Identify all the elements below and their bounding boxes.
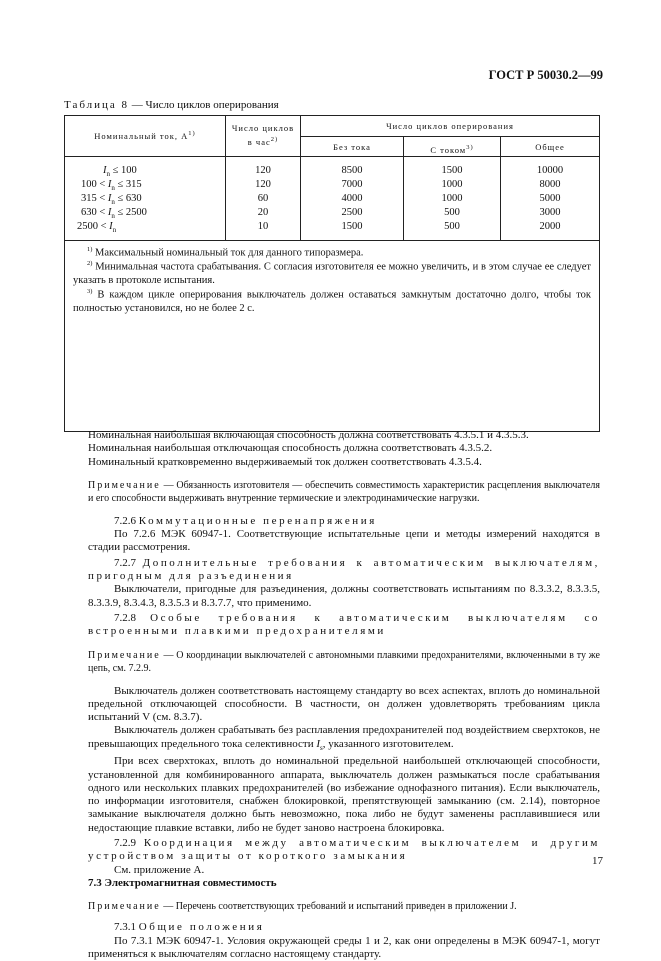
section-title: Дополнительные требования к автоматическим выключателям, пригодным для разъединения	[88, 557, 600, 582]
cell-per-hour: 10	[226, 220, 300, 234]
paragraph-text: Выключатель должен срабатывать без расплавления предохранителей под воздействием сверхтоков, не превышающих предельного тока селективности	[88, 724, 600, 749]
cell-per-hour: 60	[226, 192, 300, 206]
cell-no-current: 8500	[301, 164, 403, 178]
table-footnote-3	[73, 285, 591, 316]
sub-header-no-current: Без тока	[301, 142, 403, 153]
sub-header-total: Общее	[501, 142, 599, 153]
paragraph-text: , указанного изготовителем.	[323, 738, 454, 750]
note-label: Примечание	[88, 480, 161, 491]
current-symbol: I	[108, 193, 112, 204]
current-symbol: I	[103, 165, 107, 176]
note-label: Примечание	[88, 901, 161, 912]
paragraph	[88, 724, 600, 755]
section-number: 7.2.6	[114, 515, 136, 527]
section-title: Координация между автоматическим выключателем и другим устройством защиты от короткого замыкания	[88, 837, 600, 862]
sub-header-with-current-sup: 3)	[466, 144, 473, 151]
cell-with-current: 500	[404, 206, 500, 220]
selectivity-symbol: I	[316, 738, 320, 750]
body-text	[88, 429, 600, 961]
paragraph: Номинальная наибольшая включающая способность должна соответствовать 4.3.5.1 и 4.3.5.3.	[88, 429, 600, 442]
cell-no-current: 4000	[301, 192, 403, 206]
footnote-mark: 1)	[87, 246, 92, 253]
footnote-text: В каждом цикле оперирования выключатель должен оставаться замкнутым достаточно долго, чтобы ток полностью установился, но не более 2 с.	[73, 290, 591, 315]
col-header-rated-current-text: Номинальный ток, А	[94, 131, 188, 141]
table-footnote-2	[73, 257, 591, 288]
no-current-column	[301, 164, 403, 234]
cell-total: 3000	[501, 206, 599, 220]
cell-total: 2000	[501, 220, 599, 234]
current-range: ≤ 100	[110, 165, 137, 176]
section-number: 7.2.9	[114, 837, 136, 849]
table-row-current	[77, 192, 217, 206]
section-number: 7.2.7	[114, 557, 136, 569]
col-header-cycles-per-hour	[226, 123, 300, 148]
col-header-rated-current-sup: 1)	[188, 130, 195, 137]
cell-total: 8000	[501, 178, 599, 192]
selectivity-symbol-sub: s	[320, 744, 323, 752]
footnote-text: Минимальная частота срабатывания. С согласия изготовителя ее можно увеличить, и в этом случае ее следует указать в протоколе испытания.	[73, 262, 591, 287]
col-header-cycles-per-hour-sup: 2)	[271, 136, 278, 143]
current-symbol-sub: n	[107, 170, 111, 178]
cell-no-current: 7000	[301, 178, 403, 192]
note-text: — Обязанность изготовителя — обеспечить совместимость характеристик расцепления выключателя и его способности выдерживать внутренние термические и электродинамические нагрузки.	[88, 480, 600, 504]
note	[88, 479, 600, 505]
cell-with-current: 1500	[404, 164, 500, 178]
paragraph: Выключатели, пригодные для разъединения, должны соответствовать испытаниям по 8.3.3.2, 8.3.3.5, 8.3.3.9, 8.3.4.3, 8.3.5.3 и 8.3.7.7, что применимо.	[88, 583, 600, 610]
table-caption	[64, 99, 279, 111]
section-heading-7-3-1	[88, 921, 600, 934]
table-row-current	[77, 220, 217, 234]
table-row-current	[77, 178, 217, 192]
with-current-column	[404, 164, 500, 234]
col-header-rated-current	[65, 128, 225, 142]
table-caption-prefix: Таблица 8	[64, 99, 129, 111]
note	[88, 649, 600, 675]
note	[88, 900, 600, 913]
paragraph: Номинальный кратковременно выдерживаемый ток должен соответствовать 4.3.5.4.	[88, 456, 600, 469]
total-column	[501, 164, 599, 234]
current-symbol: I	[108, 179, 112, 190]
cell-with-current: 1000	[404, 178, 500, 192]
note-text: — О координации выключателей с автономными плавкими предохранителями, включенными в ту же цепь, см. 7.2.9.	[88, 650, 600, 674]
cell-per-hour: 120	[226, 164, 300, 178]
footnote-mark: 2)	[87, 260, 92, 267]
document-header: ГОСТ Р 50030.2—99	[489, 68, 603, 83]
cycles-table	[64, 115, 600, 432]
current-symbol: I	[108, 207, 112, 218]
cell-total: 10000	[501, 164, 599, 178]
cell-no-current: 2500	[301, 206, 403, 220]
paragraph: Выключатель должен соответствовать настоящему стандарту во всех аспектах, вплоть до номинальной предельной отключающей способности. В частности, он должен удовлетворять требованиям цикла испытаний V (см. 8.3.7).	[88, 685, 600, 725]
paragraph: По 7.3.1 МЭК 60947-1. Условия окружающей среды 1 и 2, как они определены в МЭК 60947-1, могут применяться к выключателям согласно настоящему стандарту.	[88, 935, 600, 961]
section-number: 7.3.1	[114, 921, 136, 933]
section-number: 7.2.8	[114, 612, 136, 624]
current-symbol-sub: n	[111, 212, 115, 220]
cell-with-current: 1000	[404, 192, 500, 206]
cell-no-current: 1500	[301, 220, 403, 234]
section-title: Общие положения	[139, 921, 265, 933]
cell-per-hour: 20	[226, 206, 300, 220]
section-title: Особые требования к автоматическим выключателям со встроенными плавкими предохранителями	[88, 612, 600, 637]
section-title: Коммутационные перенапряжения	[139, 515, 377, 527]
paragraph: При всех сверхтоках, вплоть до номинальной предельной наибольшей отключающей способности, установленной для комбинированного аппарата, выключатель должен размыкаться после срабатывания одного или нескольких плавких предохранителей (во избежание однофазного питания). Если выключатель, по информации изготовителя, снабжен блокировкой, препятствующей замыканию (см. 2.14), повторное замыкание выключателя должно быть невозможно, пока либо не будут заменены расплавившиеся или недостающие плавкие вставки, либо не будет заново настроена блокировка.	[88, 755, 600, 835]
paragraph: Номинальная наибольшая отключающая способность должна соответствовать 4.3.5.2.	[88, 442, 600, 455]
section-heading-7-2-7	[88, 557, 600, 584]
col-header-cycles-per-hour-line2: в час	[248, 137, 271, 147]
current-pre: 315 <	[81, 193, 108, 204]
cell-with-current: 500	[404, 220, 500, 234]
current-range: ≤ 315	[115, 179, 142, 190]
section-heading-7-2-9	[88, 837, 600, 864]
col-header-cycles-per-hour-line1: Число циклов	[226, 123, 300, 134]
current-symbol-sub: n	[111, 184, 115, 192]
paragraph: См. приложение А.	[88, 864, 600, 877]
cell-total: 5000	[501, 192, 599, 206]
section-heading-7-2-8	[88, 612, 600, 639]
section-heading-7-2-6	[88, 515, 600, 528]
current-pre: 2500 <	[77, 221, 109, 232]
current-symbol-sub: n	[111, 198, 115, 206]
footnote-mark: 3)	[87, 288, 92, 295]
current-pre: 630 <	[81, 207, 108, 218]
table-caption-text: — Число циклов оперирования	[129, 99, 279, 111]
per-hour-column	[226, 164, 300, 234]
current-symbol: I	[109, 221, 113, 232]
rated-current-column	[77, 164, 217, 234]
table-row-current	[77, 164, 217, 178]
current-range: ≤ 2500	[115, 207, 147, 218]
group-header-cycles: Число циклов оперирования	[301, 121, 599, 132]
current-range: ≤ 630	[115, 193, 142, 204]
current-symbol-sub: n	[113, 226, 117, 234]
paragraph: По 7.2.6 МЭК 60947-1. Соответствующие испытательные цепи и методы измерений находятся в стадии рассмотрения.	[88, 528, 600, 555]
sub-header-with-current	[404, 142, 500, 156]
page-number: 17	[592, 855, 603, 867]
note-label: Примечание	[88, 650, 161, 661]
cell-per-hour: 120	[226, 178, 300, 192]
current-pre: 100 <	[81, 179, 108, 190]
sub-header-with-current-text: С током	[430, 145, 466, 155]
table-row-current	[77, 206, 217, 220]
footnote-text: Максимальный номинальный ток для данного типоразмера.	[92, 248, 363, 259]
section-heading-7-3: 7.3 Электромагнитная совместимость	[88, 877, 600, 890]
note-text: — Перечень соответствующих требований и испытаний приведен в приложении J.	[161, 901, 517, 912]
